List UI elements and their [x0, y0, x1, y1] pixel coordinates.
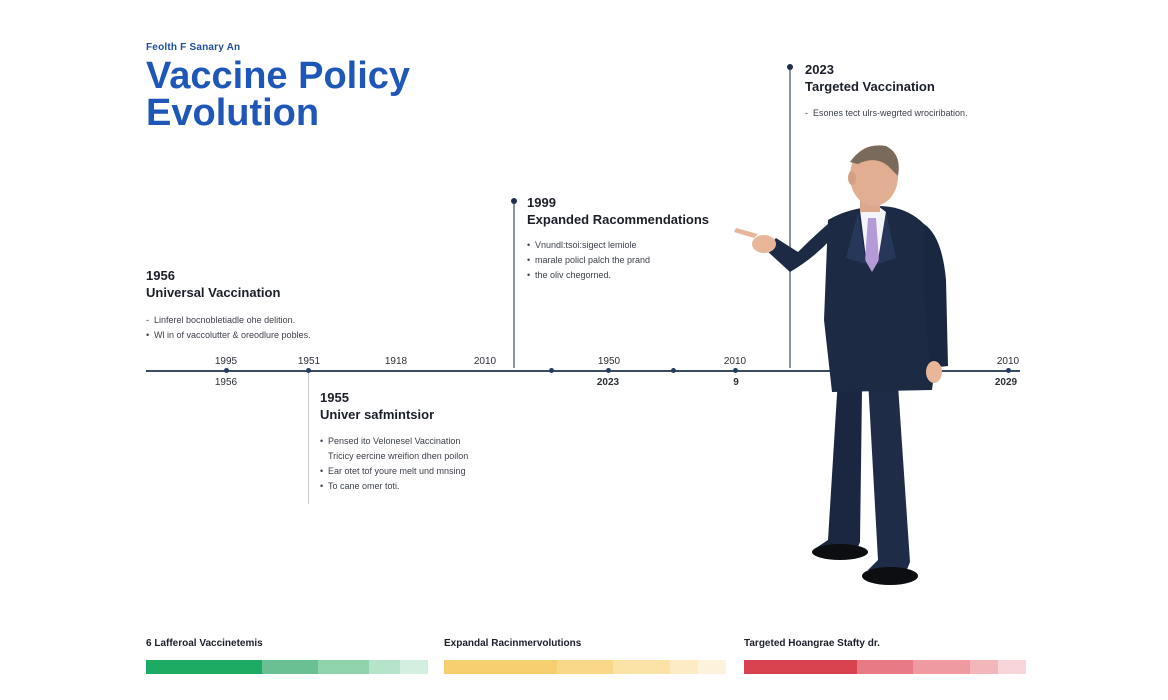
page-title	[146, 55, 506, 134]
milestone-bullets	[805, 106, 968, 121]
milestone-bullets	[320, 434, 468, 494]
legend-bar-1	[146, 660, 428, 674]
upper-tick-label: 2010	[996, 356, 1020, 367]
bullet-item: • Vnundl:tsoi:sigect lemiole	[527, 240, 637, 250]
legend-label: Expandal Racinmervolutions	[444, 638, 582, 649]
bar-segment	[400, 660, 428, 674]
axis-dot	[224, 368, 229, 373]
bullet-item: • marale policl palch the prand	[527, 255, 651, 265]
upper-tick-label: 2010	[723, 356, 747, 367]
bar-segment	[444, 660, 557, 674]
bar-segment	[670, 660, 698, 674]
bar-segment	[146, 660, 262, 674]
milestone-year: 2023	[805, 62, 834, 77]
legend-label: Targeted Hoangrae Stafty dr.	[744, 638, 880, 649]
milestone-year: 1999	[527, 195, 556, 210]
connector-line-1999	[513, 200, 515, 368]
bar-segment	[318, 660, 369, 674]
upper-tick-label: 1950	[597, 356, 621, 367]
bar-segment	[744, 660, 857, 674]
bar-segment	[369, 660, 400, 674]
milestone-heading: Univer safmintsior	[320, 407, 435, 422]
lower-tick-label: 2023	[596, 377, 620, 388]
legend-bar-3	[744, 660, 1026, 674]
milestone-year: 1956	[146, 268, 175, 283]
milestone-bullets	[527, 238, 650, 283]
bar-segment	[998, 660, 1026, 674]
axis-dot	[671, 368, 676, 373]
bullet-item: Tricicy eercine wreifion dhen poilon	[328, 451, 469, 461]
eyebrow-text: Feolth F Sanary An	[146, 42, 241, 53]
axis-dot	[549, 368, 554, 373]
bullet-item: - Linferel bocnobletiadle ohe delition.	[146, 315, 296, 325]
milestone-bullets	[146, 313, 311, 343]
title-line-1: Vaccine Policy	[146, 55, 411, 97]
bullet-item: - Esones tect ulrs-wegrted wrociribation.	[805, 108, 968, 118]
businessman-pointing-figure	[728, 140, 968, 600]
axis-dot	[1006, 368, 1011, 373]
bar-segment	[613, 660, 669, 674]
upper-tick-label: 2010	[473, 356, 497, 367]
milestone-year: 1955	[320, 390, 349, 405]
legend-bar-2	[444, 660, 726, 674]
upper-tick-label: 1918	[384, 356, 408, 367]
milestone-heading: Universal Vaccination	[146, 285, 281, 300]
upper-tick-label: 1951	[297, 356, 321, 367]
axis-dot	[306, 368, 311, 373]
bullet-item: • Pensed ito Velonesel Vaccination	[320, 436, 461, 446]
bar-segment	[557, 660, 613, 674]
lower-tick-label: 2029	[994, 377, 1018, 388]
bullet-item: • Ear otet tof youre melt und mnsing	[320, 466, 466, 476]
legend-label: 6 Lafferoal Vaccinetemis	[146, 638, 263, 649]
milestone-heading: Targeted Vaccination	[805, 79, 935, 94]
bullet-item: • To cane omer toti.	[320, 481, 400, 491]
axis-dot	[606, 368, 611, 373]
bar-segment	[698, 660, 726, 674]
bullet-item: • Wl in of vaccolutter & oreodlure pobles.	[146, 330, 311, 340]
bar-segment	[262, 660, 318, 674]
connector-line-1955	[308, 372, 309, 504]
bullet-item: • the oliv chegorned.	[527, 270, 612, 280]
upper-tick-label: 1995	[214, 356, 238, 367]
bar-segment	[970, 660, 998, 674]
title-line-2: Evolution	[146, 92, 320, 134]
milestone-heading: Expanded Racommendations	[527, 212, 710, 227]
bar-segment	[913, 660, 969, 674]
bar-segment	[857, 660, 913, 674]
lower-tick-label: 9	[733, 377, 739, 388]
lower-tick-label: 1956	[214, 377, 238, 388]
